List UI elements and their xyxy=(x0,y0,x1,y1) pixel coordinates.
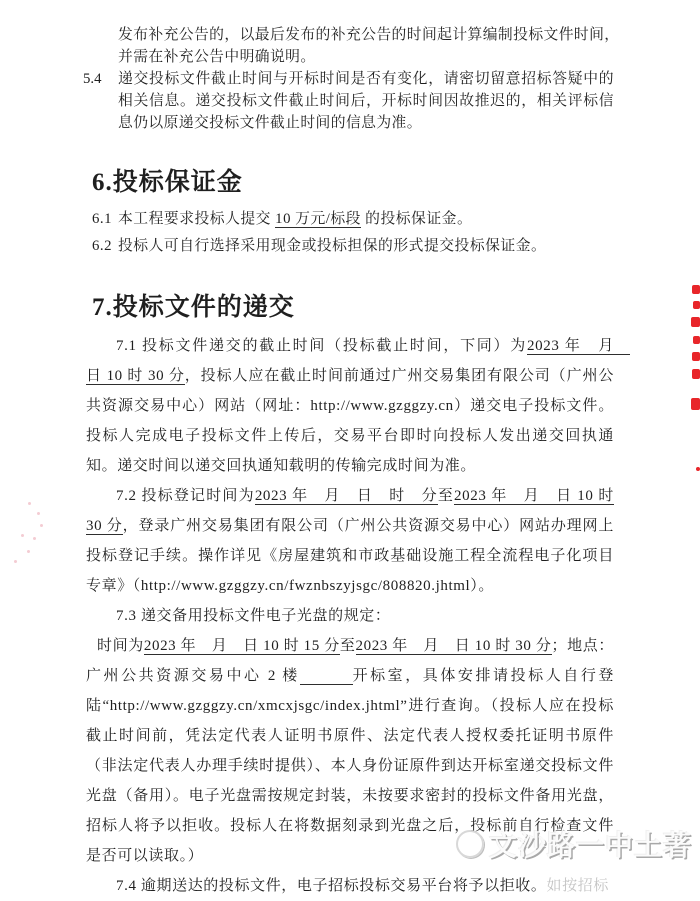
clause-text: 递交投标文件截止时间与开标时间是否有变化，请密切留意招标答疑中的相关信息。递交投标文件截止时间后，开标时间因故推迟的，相关评标信息仍以原递交投标文件截止时间的信息为准。 xyxy=(118,71,614,131)
clause-text xyxy=(118,211,472,228)
section-7-heading: 7.投标文件的递交 xyxy=(92,294,295,321)
clause-5-4 xyxy=(83,68,614,134)
text-run: 本工程要求投标人提交 xyxy=(118,211,276,227)
section-6-heading: 6.投标保证金 xyxy=(92,169,243,196)
clause-7-3-body xyxy=(86,631,614,871)
scan-speckle xyxy=(37,512,40,515)
clause-number: 5.4 xyxy=(83,71,102,87)
text-run: 时间为 xyxy=(97,638,144,654)
fill-in-blank: 2023 年 月 日 10 时 15 分 xyxy=(143,638,340,654)
text-run: 开标室，具体安排请投标人自行登陆“http://www.gzggzy.cn/xmcxjsgc/index.jhtml”进行查询。（投标人应在投标截止时间前，凭法定代表人证明书原件、法定代表人授权委托证明书原件（非法定代表人办理手续时提供）、本人身份证原件到达开标室递交投标文件光盘（备用）。电子光盘需按规定封装，未按要求密封的投标文件备用光盘，招标人将予以拒收。投标人在将数据刻录到光盘之后，投标前自行检查文件是否可以读取。） xyxy=(86,668,614,864)
text-line: 发布补充公告的，以最后发布的补充公告的时间起计算编制投标文件时间， xyxy=(118,27,620,43)
watermark-text: 文沙路一中土著 xyxy=(488,831,692,862)
clause-number: 6.1 xyxy=(92,211,112,227)
text-run: 的投标保证金。 xyxy=(360,211,473,227)
clause-7-2 xyxy=(86,481,614,601)
fill-in-blank: 2023 年 月 日 时 分 xyxy=(254,488,438,504)
red-stamp-fragment xyxy=(691,398,700,410)
text-run: 7.4 逾期送达的投标文件，电子招标投标交易平台将予以拒收。 xyxy=(116,878,547,894)
clause-7-3 xyxy=(86,601,614,631)
clause-7-4 xyxy=(86,871,614,901)
clause-number: 6.2 xyxy=(92,237,112,254)
text-line: 并需在补充公告中明确说明。 xyxy=(118,49,316,65)
red-stamp-fragment xyxy=(693,336,700,344)
scan-speckle xyxy=(27,550,30,553)
scan-speckle xyxy=(33,537,36,540)
scan-speckle xyxy=(40,524,43,527)
text-run: 投标人可自行选择采用现金或投标担保的形式提交投标保证金。 xyxy=(118,237,547,254)
faint-overlapped-text: 如按招标 xyxy=(546,878,609,894)
scan-speckle xyxy=(14,560,17,563)
clause-5-3-continuation xyxy=(118,24,620,68)
clause-6-2 xyxy=(92,233,614,260)
fill-in-blank: 2023 年 月 日 10 时 30 分 xyxy=(355,638,552,654)
red-stamp-fragment xyxy=(693,301,700,309)
fill-in-blank: 2023 年 月 日 10 时 30 分 xyxy=(86,338,630,384)
clause-6-1 xyxy=(92,206,614,233)
page-content xyxy=(83,24,630,901)
text-run: 至 xyxy=(339,638,356,654)
text-run: 至 xyxy=(437,488,455,504)
scan-speckle xyxy=(21,534,24,537)
clause-7-1 xyxy=(86,331,630,481)
text-run: 7.2 投标登记时间为 xyxy=(116,488,255,504)
red-stamp-fragments xyxy=(684,0,696,872)
red-stamp-fragment xyxy=(692,285,700,294)
clause-text xyxy=(118,238,546,254)
red-stamp-fragment xyxy=(691,317,700,327)
text-run: ，登录广州交易集团有限公司（广州公共资源交易中心）网站办理网上投标登记手续。操作详见《房屋建筑和市政基础设施工程全流程电子化项目专章》（http://www.gzggzy.cn/fwznbszyjsgc/808820.jhtml）。 xyxy=(86,518,614,594)
red-stamp-fragment xyxy=(696,467,700,471)
fill-in-blank xyxy=(300,668,353,685)
text-run: 7.1 投标文件递交的截止时间（投标截止时间，下同）为 xyxy=(116,338,528,354)
red-stamp-fragment xyxy=(692,352,700,361)
text-run: ；地点：广州公共资源交易中心 2 楼 xyxy=(86,638,614,684)
fill-in-blank: 10 万元/标段 xyxy=(275,211,361,227)
red-stamp-fragment xyxy=(692,369,700,379)
text-run: 7.3 递交备用投标文件电子光盘的规定： xyxy=(116,608,391,624)
fill-in-blank: 2023 年 月 日 10 时 30 分 xyxy=(86,488,614,534)
scan-speckle xyxy=(28,502,31,505)
text-run: ，投标人应在截止时间前通过广州交易集团有限公司（广州公共资源交易中心）网站（网址：http://www.gzggzy.cn）递交电子投标文件。投标人完成电子投标文件上传后，交易平台即时向投标人发出递交回执通知。递交时间以递交回执通知载明的传输完成时间为准。 xyxy=(86,368,614,474)
